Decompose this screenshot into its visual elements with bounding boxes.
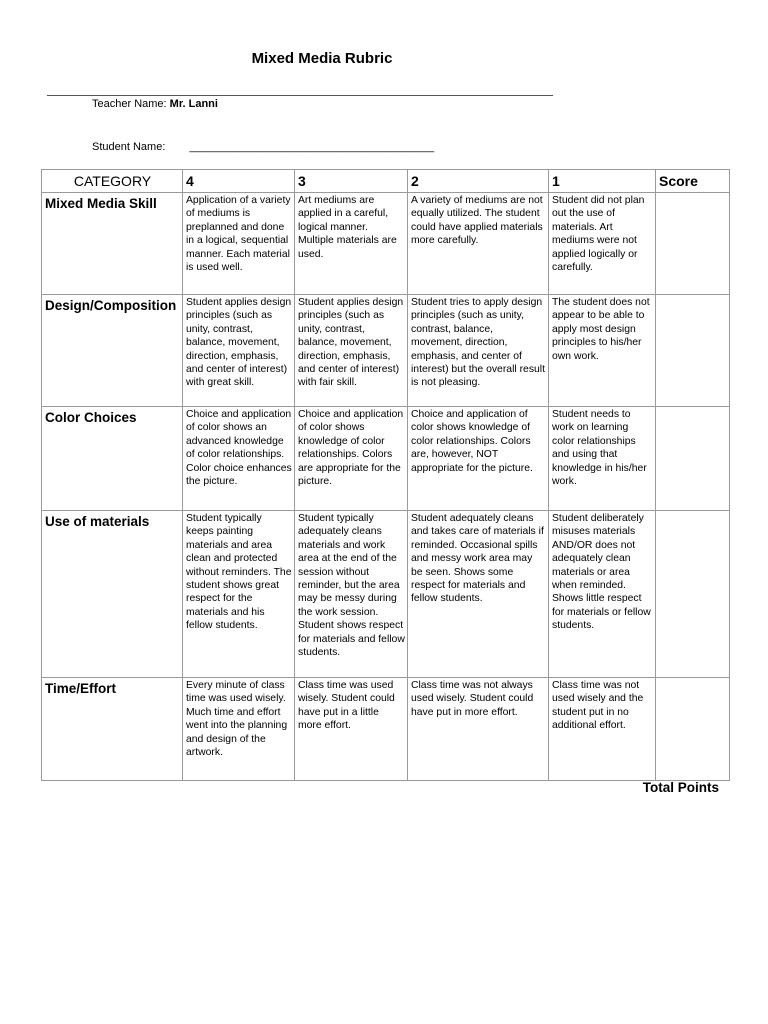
- category-name: Design/Composition: [42, 295, 183, 407]
- teacher-name-line: [92, 98, 218, 110]
- criteria-cell: Student applies design principles (such as unity, contrast, balance, movement, direction, emphasis, and center of interest) with great skill.: [183, 295, 295, 407]
- table-row: [42, 511, 730, 678]
- score-cell[interactable]: [656, 511, 730, 678]
- category-name: Time/Effort: [42, 678, 183, 781]
- criteria-cell: A variety of mediums are not equally utilized. The student could have applied materials more carefully.: [408, 193, 549, 295]
- header-level-1: 1: [549, 170, 656, 193]
- score-cell[interactable]: [656, 678, 730, 781]
- title-divider: [47, 95, 553, 96]
- score-cell[interactable]: [656, 295, 730, 407]
- criteria-cell: Application of a variety of mediums is preplanned and done in a logical, sequential manner. Each material is used well.: [183, 193, 295, 295]
- header-score: Score: [656, 170, 730, 193]
- criteria-cell: Class time was not always used wisely. Student could have put in more effort.: [408, 678, 549, 781]
- criteria-cell: Student needs to work on learning color relationships and using that knowledge in his/her work.: [549, 407, 656, 511]
- rubric-table: [41, 169, 730, 781]
- teacher-name-value: Mr. Lanni: [169, 98, 218, 110]
- criteria-cell: Choice and application of color shows an advanced knowledge of color relationships. Color choice enhances the picture.: [183, 407, 295, 511]
- criteria-cell: Student applies design principles (such as unity, contrast, balance, movement, direction, emphasis, and center of interest) with fair skill.: [295, 295, 408, 407]
- category-name: Mixed Media Skill: [42, 193, 183, 295]
- criteria-cell: Class time was not used wisely and the student put in no additional effort.: [549, 678, 656, 781]
- criteria-cell: Student did not plan out the use of materials. Art mediums were not applied logically or carefully.: [549, 193, 656, 295]
- table-row: [42, 193, 730, 295]
- criteria-cell: Choice and application of color shows knowledge of color relationships. Colors are appropriate for the picture.: [295, 407, 408, 511]
- category-name: Color Choices: [42, 407, 183, 511]
- header-level-3: 3: [295, 170, 408, 193]
- header-level-2: 2: [408, 170, 549, 193]
- student-name-blank: ________________________________________: [189, 141, 435, 153]
- score-cell[interactable]: [656, 407, 730, 511]
- criteria-cell: The student does not appear to be able to apply most design principles to his/her own work.: [549, 295, 656, 407]
- criteria-cell: Student tries to apply design principles (such as unity, contrast, balance, movement, direction, emphasis, and center of interest) but the overall result is not pleasing.: [408, 295, 549, 407]
- criteria-cell: Student typically adequately cleans materials and work area at the end of the session without reminder, but the area may be messy during the work session. Student shows respect for materials and fellow students.: [295, 511, 408, 678]
- document-title: Mixed Media Rubric: [251, 50, 393, 67]
- criteria-cell: Class time was used wisely. Student could have put in a little more effort.: [295, 678, 408, 781]
- criteria-cell: Student adequately cleans and takes care of materials if reminded. Occasional spills and messy work area may be seen. Shows some respect for materials and fellow students.: [408, 511, 549, 678]
- criteria-cell: Student typically keeps painting materials and area clean and protected without reminders. The student shows great respect for the materials and his fellow students.: [183, 511, 295, 678]
- header-category: CATEGORY: [42, 170, 183, 193]
- header-level-4: 4: [183, 170, 295, 193]
- table-row: [42, 407, 730, 511]
- student-name-line: [92, 141, 434, 153]
- table-row: [42, 678, 730, 781]
- criteria-cell: Art mediums are applied in a careful, logical manner. Multiple materials are used.: [295, 193, 408, 295]
- criteria-cell: Student deliberately misuses materials AND/OR does not adequately clean materials or area when reminded. Shows little respect for materials or fellow students.: [549, 511, 656, 678]
- student-name-label: Student Name:: [92, 141, 166, 153]
- header-row: [42, 170, 730, 193]
- teacher-name-label: Teacher Name:: [92, 98, 167, 110]
- criteria-cell: Every minute of class time was used wisely. Much time and effort went into the planning and design of the artwork.: [183, 678, 295, 781]
- criteria-cell: Choice and application of color shows knowledge of color relationships. Colors are, however, NOT appropriate for the picture.: [408, 407, 549, 511]
- table-row: [42, 295, 730, 407]
- total-points-label: Total Points: [642, 780, 719, 795]
- score-cell[interactable]: [656, 193, 730, 295]
- category-name: Use of materials: [42, 511, 183, 678]
